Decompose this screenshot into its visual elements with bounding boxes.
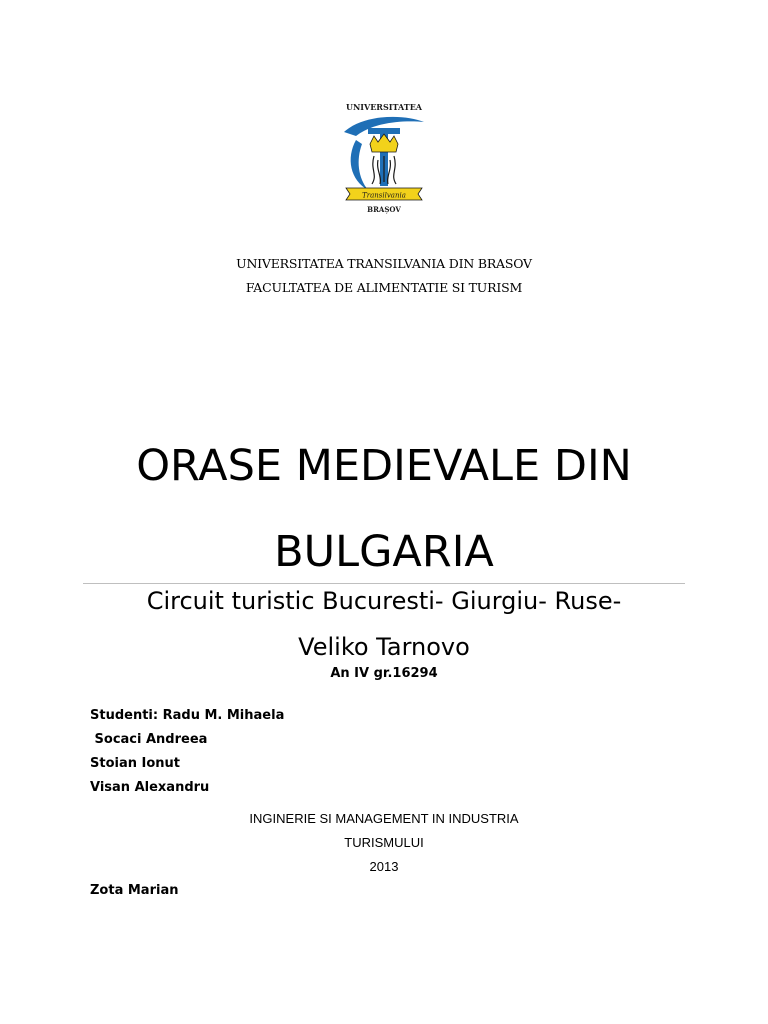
student-line: Visan Alexandru [90,780,210,795]
logo-bottom-text: BRAȘOV [367,205,401,214]
student-line: Socaci Andreea [90,732,208,747]
logo-top-text: UNIVERSITATEA [345,102,423,112]
logo-crown-shape [370,134,398,152]
coordinator-name: Zota Marian [90,883,179,898]
document-title-line1: ORASE MEDIEVALE DIN [136,441,632,491]
program-year: 2013 [369,859,399,874]
university-name: UNIVERSITATEA TRANSILVANIA DIN BRASOV [236,256,532,271]
subtitle-line1: Circuit turistic Bucuresti- Giurgiu- Ruse- [146,587,622,615]
faculty-name: FACULTATEA DE ALIMENTATIE SI TURISM [245,280,523,295]
logo-roots-shape [372,156,396,184]
student-line: Studenti: Radu M. Mihaela [90,708,285,723]
program-line2: TURISMULUI [344,835,424,850]
program-line1: INGINERIE SI MANAGEMENT IN INDUSTRIA [249,811,519,826]
logo-left-arc [351,140,368,190]
document-title-line2: BULGARIA [274,527,494,577]
student-line: Stoian Ionut [90,756,181,771]
logo-banner-text: Transilvania [362,191,406,200]
group-label: An IV gr.16294 [330,666,438,681]
university-logo [334,100,434,218]
subtitle-line2: Veliko Tarnovo [298,633,470,661]
title-divider [83,583,685,584]
